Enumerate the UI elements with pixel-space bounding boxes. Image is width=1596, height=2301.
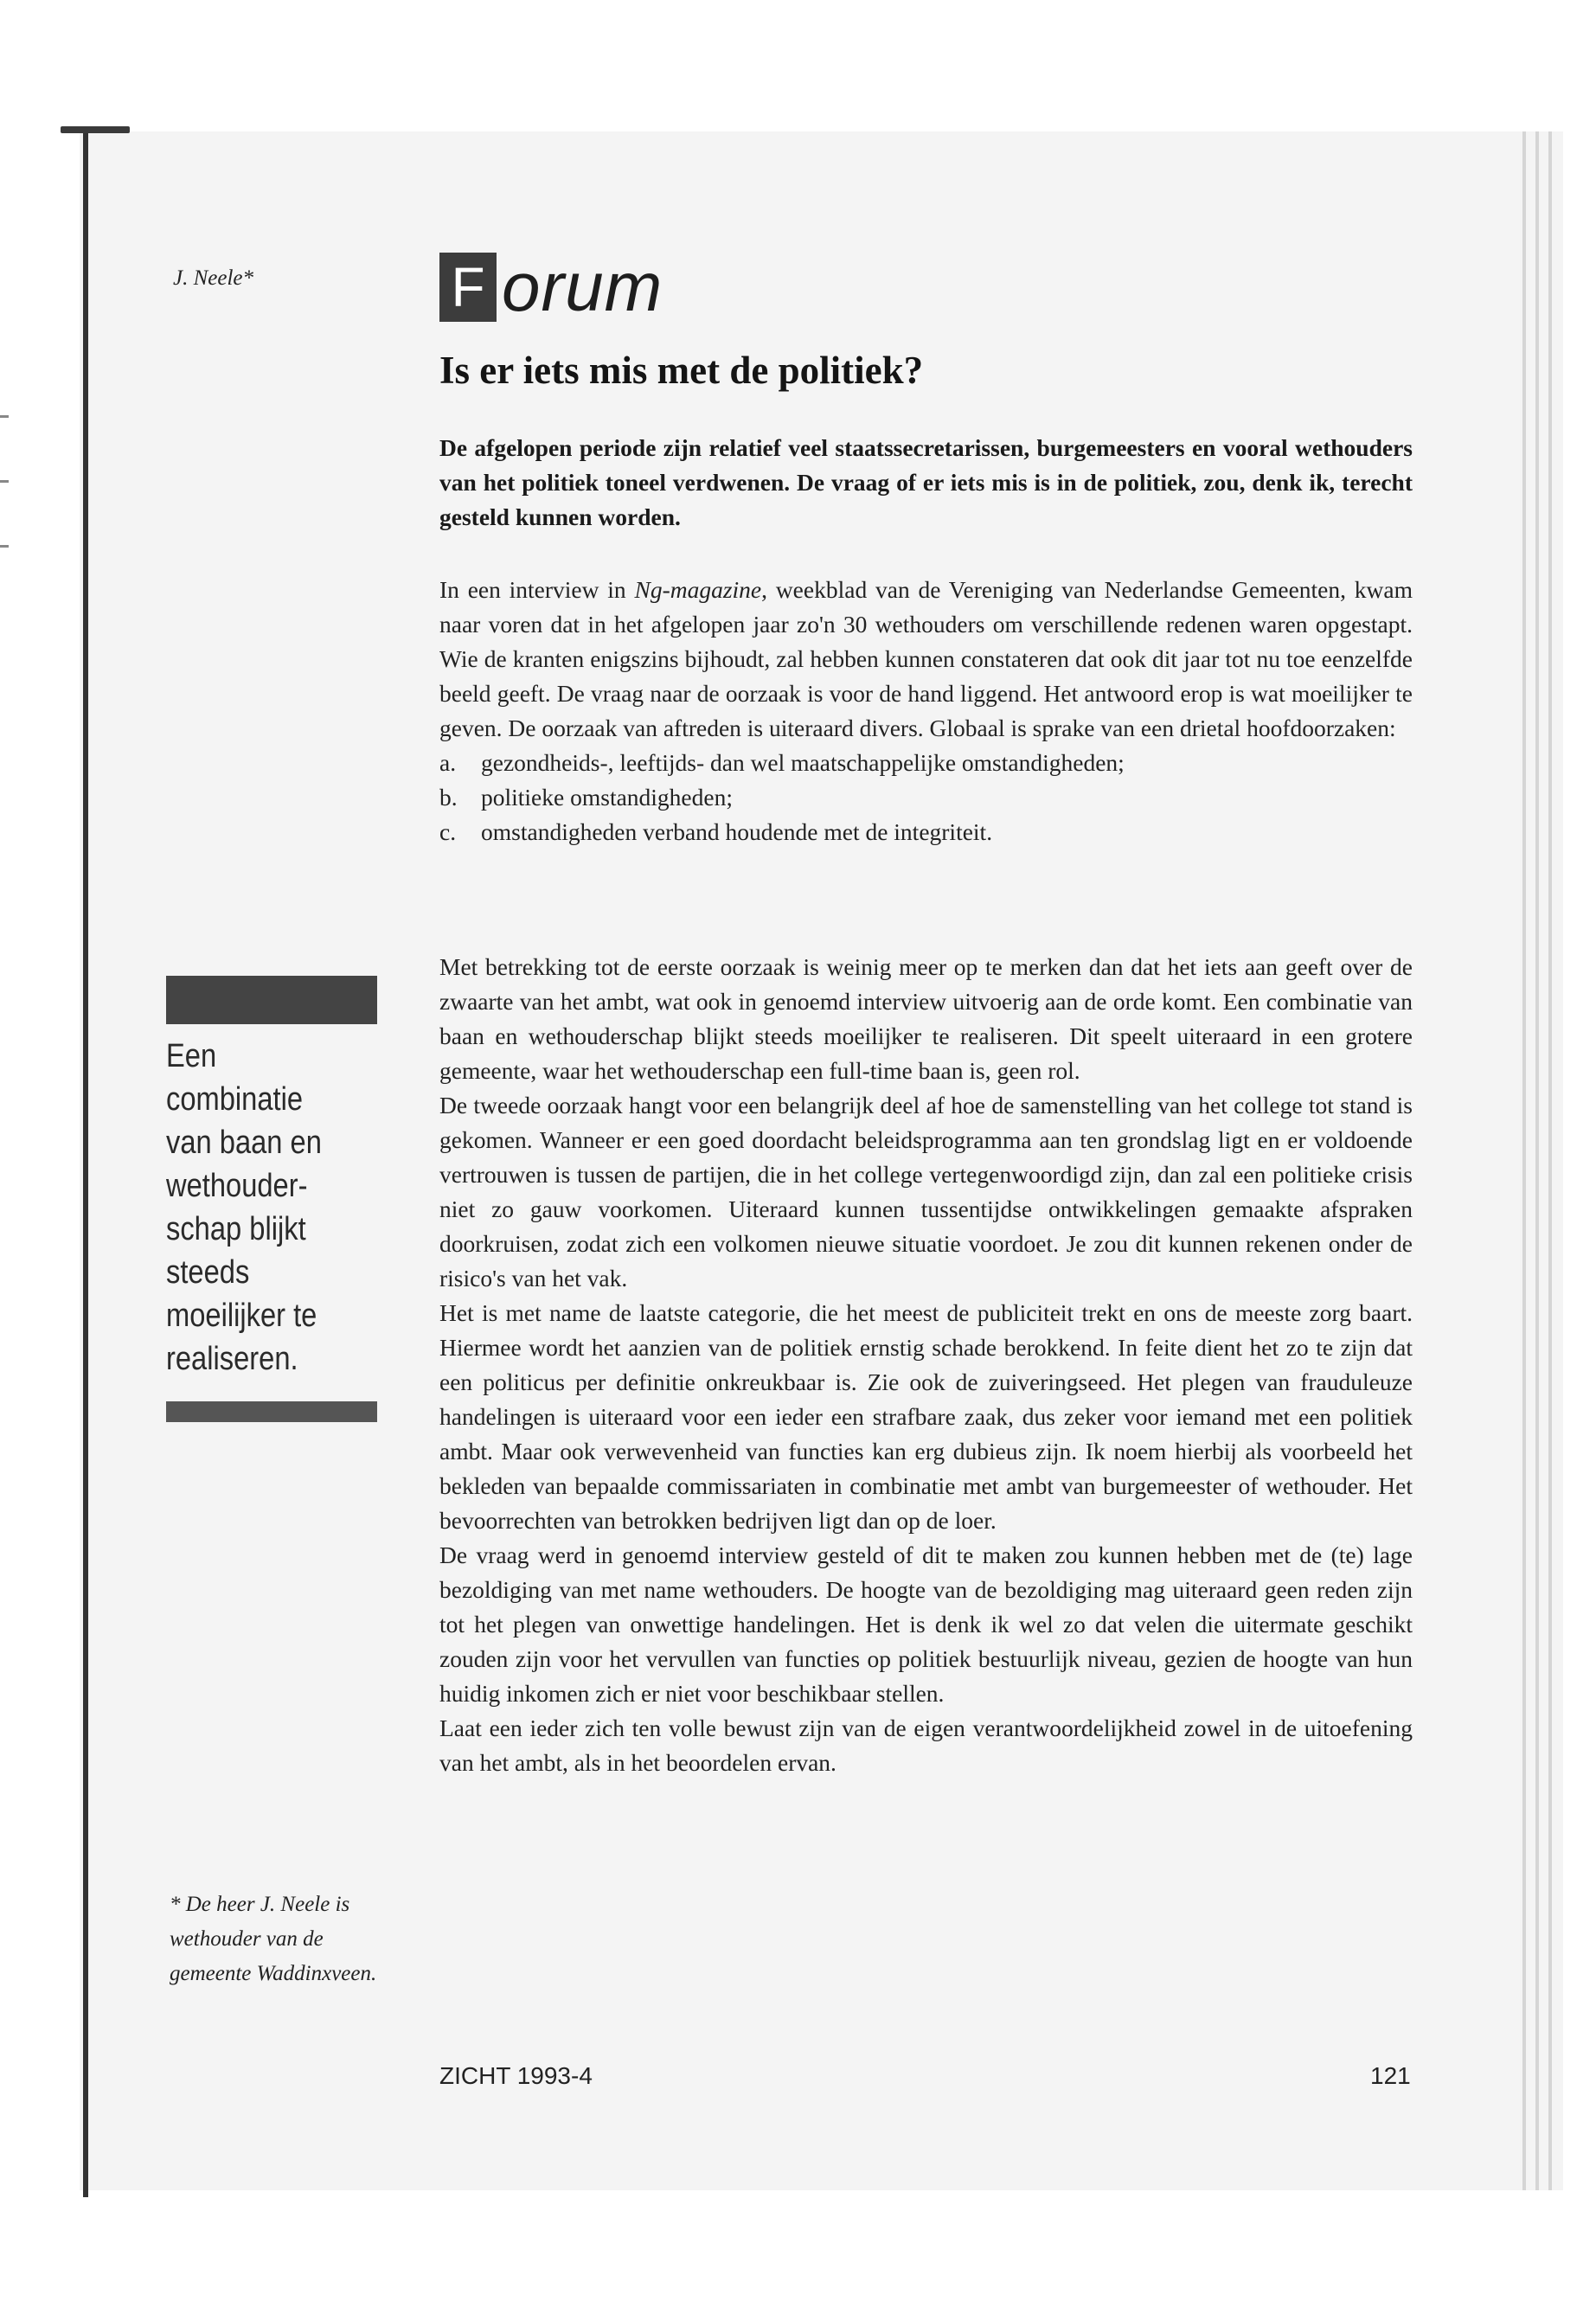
book-spine: [83, 130, 88, 2197]
binding-mark: [0, 545, 9, 548]
list-item: [439, 780, 1413, 815]
binding-mark: [0, 415, 9, 418]
pull-quote: Een combinatie van baan en wethouder- schap blijkt steeds moeilijker te realiseren.: [166, 1038, 322, 1377]
article-title: Is er iets mis met de politiek?: [439, 349, 924, 392]
page-number: 121: [1370, 2062, 1411, 2089]
author-footnote: * De heer J. Neele is wethouder van de gemeente Waddinxveen.: [170, 1893, 377, 1985]
article-intro: [439, 573, 1413, 849]
spine-cap: [61, 126, 130, 133]
list-text: omstandigheden verband houdende met de integriteit.: [481, 818, 993, 845]
list-marker: b.: [439, 784, 458, 811]
intro-text-after: , weekblad van de Vereniging van Nederlandse Gemeenten, kwam naar voren dat in het afgelopen jaar zo'n 30 wethouders om verschillende redenen waren opgestapt. Wie de kranten enigszins bijhoudt, zal hebben kunnen constateren dat ook dit jaar tot nu toe eenzelfde beeld geeft. De vraag naar de oorzaak is voor de hand liggend. Het antwoord erop is wat moeilijker te geven. De oorzaak van aftreden is uiteraard divers. Globaal is sprake van een drietal hoofdoorzaken:: [439, 576, 1413, 741]
body-paragraph: Het is met name de laatste categorie, die het meest de publiciteit trekt en ons de meeste zorg baart. Hiermee wordt het aanzien van de politiek ernstig schade berokkend. In feite dient het zo te zijn dat een politicus per definitie onkreukbaar is. Zie ook de zuiveringseed. Het plegen van frauduleuze handelingen is uiteraard voor een ieder een strafbare zaak, dus zeker voor iemand met een politiek ambt. Maar ook verwevenheid van functies kan erg dubieus zijn. Ik noem hierbij als voorbeeld het bekleden van bepaalde commissariaten in combinatie met ambt van burgemeester of wethouder. Het bevoorrechten van betrokken bedrijven ligt dan op de loer.: [439, 1299, 1413, 1534]
page-edge: [1535, 131, 1539, 2190]
header-rest: orum: [502, 248, 663, 325]
header-initial: F: [439, 253, 497, 322]
quote-bar-top: [166, 976, 377, 1024]
intro-paragraph: [439, 573, 1413, 746]
journal-footer: ZICHT 1993-4: [439, 2062, 593, 2089]
list-text: politieke omstandigheden;: [481, 784, 733, 811]
list-item: [439, 746, 1413, 780]
list-marker: c.: [439, 818, 457, 845]
list-marker: a.: [439, 749, 457, 776]
article-lead: De afgelopen periode zijn relatief veel staatssecretarissen, burgemeesters en vooral wethouders van het politiek toneel verdwenen. De vraag of er iets mis is in de politiek, zou, denk ik, terecht gesteld kunnen worden.: [439, 434, 1413, 530]
author-name: J. Neele*: [173, 266, 254, 290]
page-edge: [1548, 131, 1552, 2190]
magazine-name: Ng-magazine: [634, 576, 762, 603]
body-paragraph: De vraag werd in genoemd interview gesteld of dit te maken zou kunnen hebben met de (te) lage bezoldiging van met name wethouders. De hoogte van de bezoldiging mag uiteraard geen reden zijn tot het plegen van onwettige handelingen. Het is denk ik wel zo dat velen die uitermate geschikt zouden zijn voor het vervullen van functies op politiek bestuurlijk niveau, gezien de hoogte van hun huidig inkomen zich er niet voor beschikbaar stellen.: [439, 1541, 1413, 1707]
article-body: [439, 950, 1413, 1780]
intro-text-before: In een interview in: [439, 576, 635, 603]
body-paragraph: Met betrekking tot de eerste oorzaak is weinig meer op te merken dan dat het iets aan geeft over de zwaarte van het ambt, wat ook in genoemd interview uitvoerig aan de orde komt. Een combinatie van baan en wethouderschap blijkt steeds moeilijker te realiseren. Dit speelt uiteraard in een grotere gemeente, waar het wethouderschap een full-time baan is, geen rol.: [439, 953, 1413, 1084]
binding-mark: [0, 480, 9, 483]
body-paragraph: Laat een ieder zich ten volle bewust zijn van de eigen verantwoordelijkheid zowel in de uitoefening van het ambt, als in het beoordelen ervan.: [439, 1715, 1413, 1776]
list-text: gezondheids-, leeftijds- dan wel maatschappelijke omstandigheden;: [481, 749, 1125, 776]
list-item: [439, 815, 1413, 849]
page-edge: [1522, 131, 1526, 2190]
body-paragraph: De tweede oorzaak hangt voor een belangrijk deel af hoe de samenstelling van het college tot stand is gekomen. Wanneer er een goed doordacht beleidsprogramma aan ten grondslag ligt en er voldoende vertrouwen is tussen de partijen, die in het college vertegenwoordigd zijn, dan zal een politieke crisis niet zo gauw voorkomen. Uiteraard kunnen tussentijdse ontwikkelingen gemaakte afspraken doorkruisen, zodat zich een volkomen nieuwe situatie voordoet. Je zou dit kunnen rekenen onder de risico's van het vak.: [439, 1092, 1413, 1292]
section-header: [439, 244, 663, 330]
quote-bar-bottom: [166, 1401, 377, 1422]
